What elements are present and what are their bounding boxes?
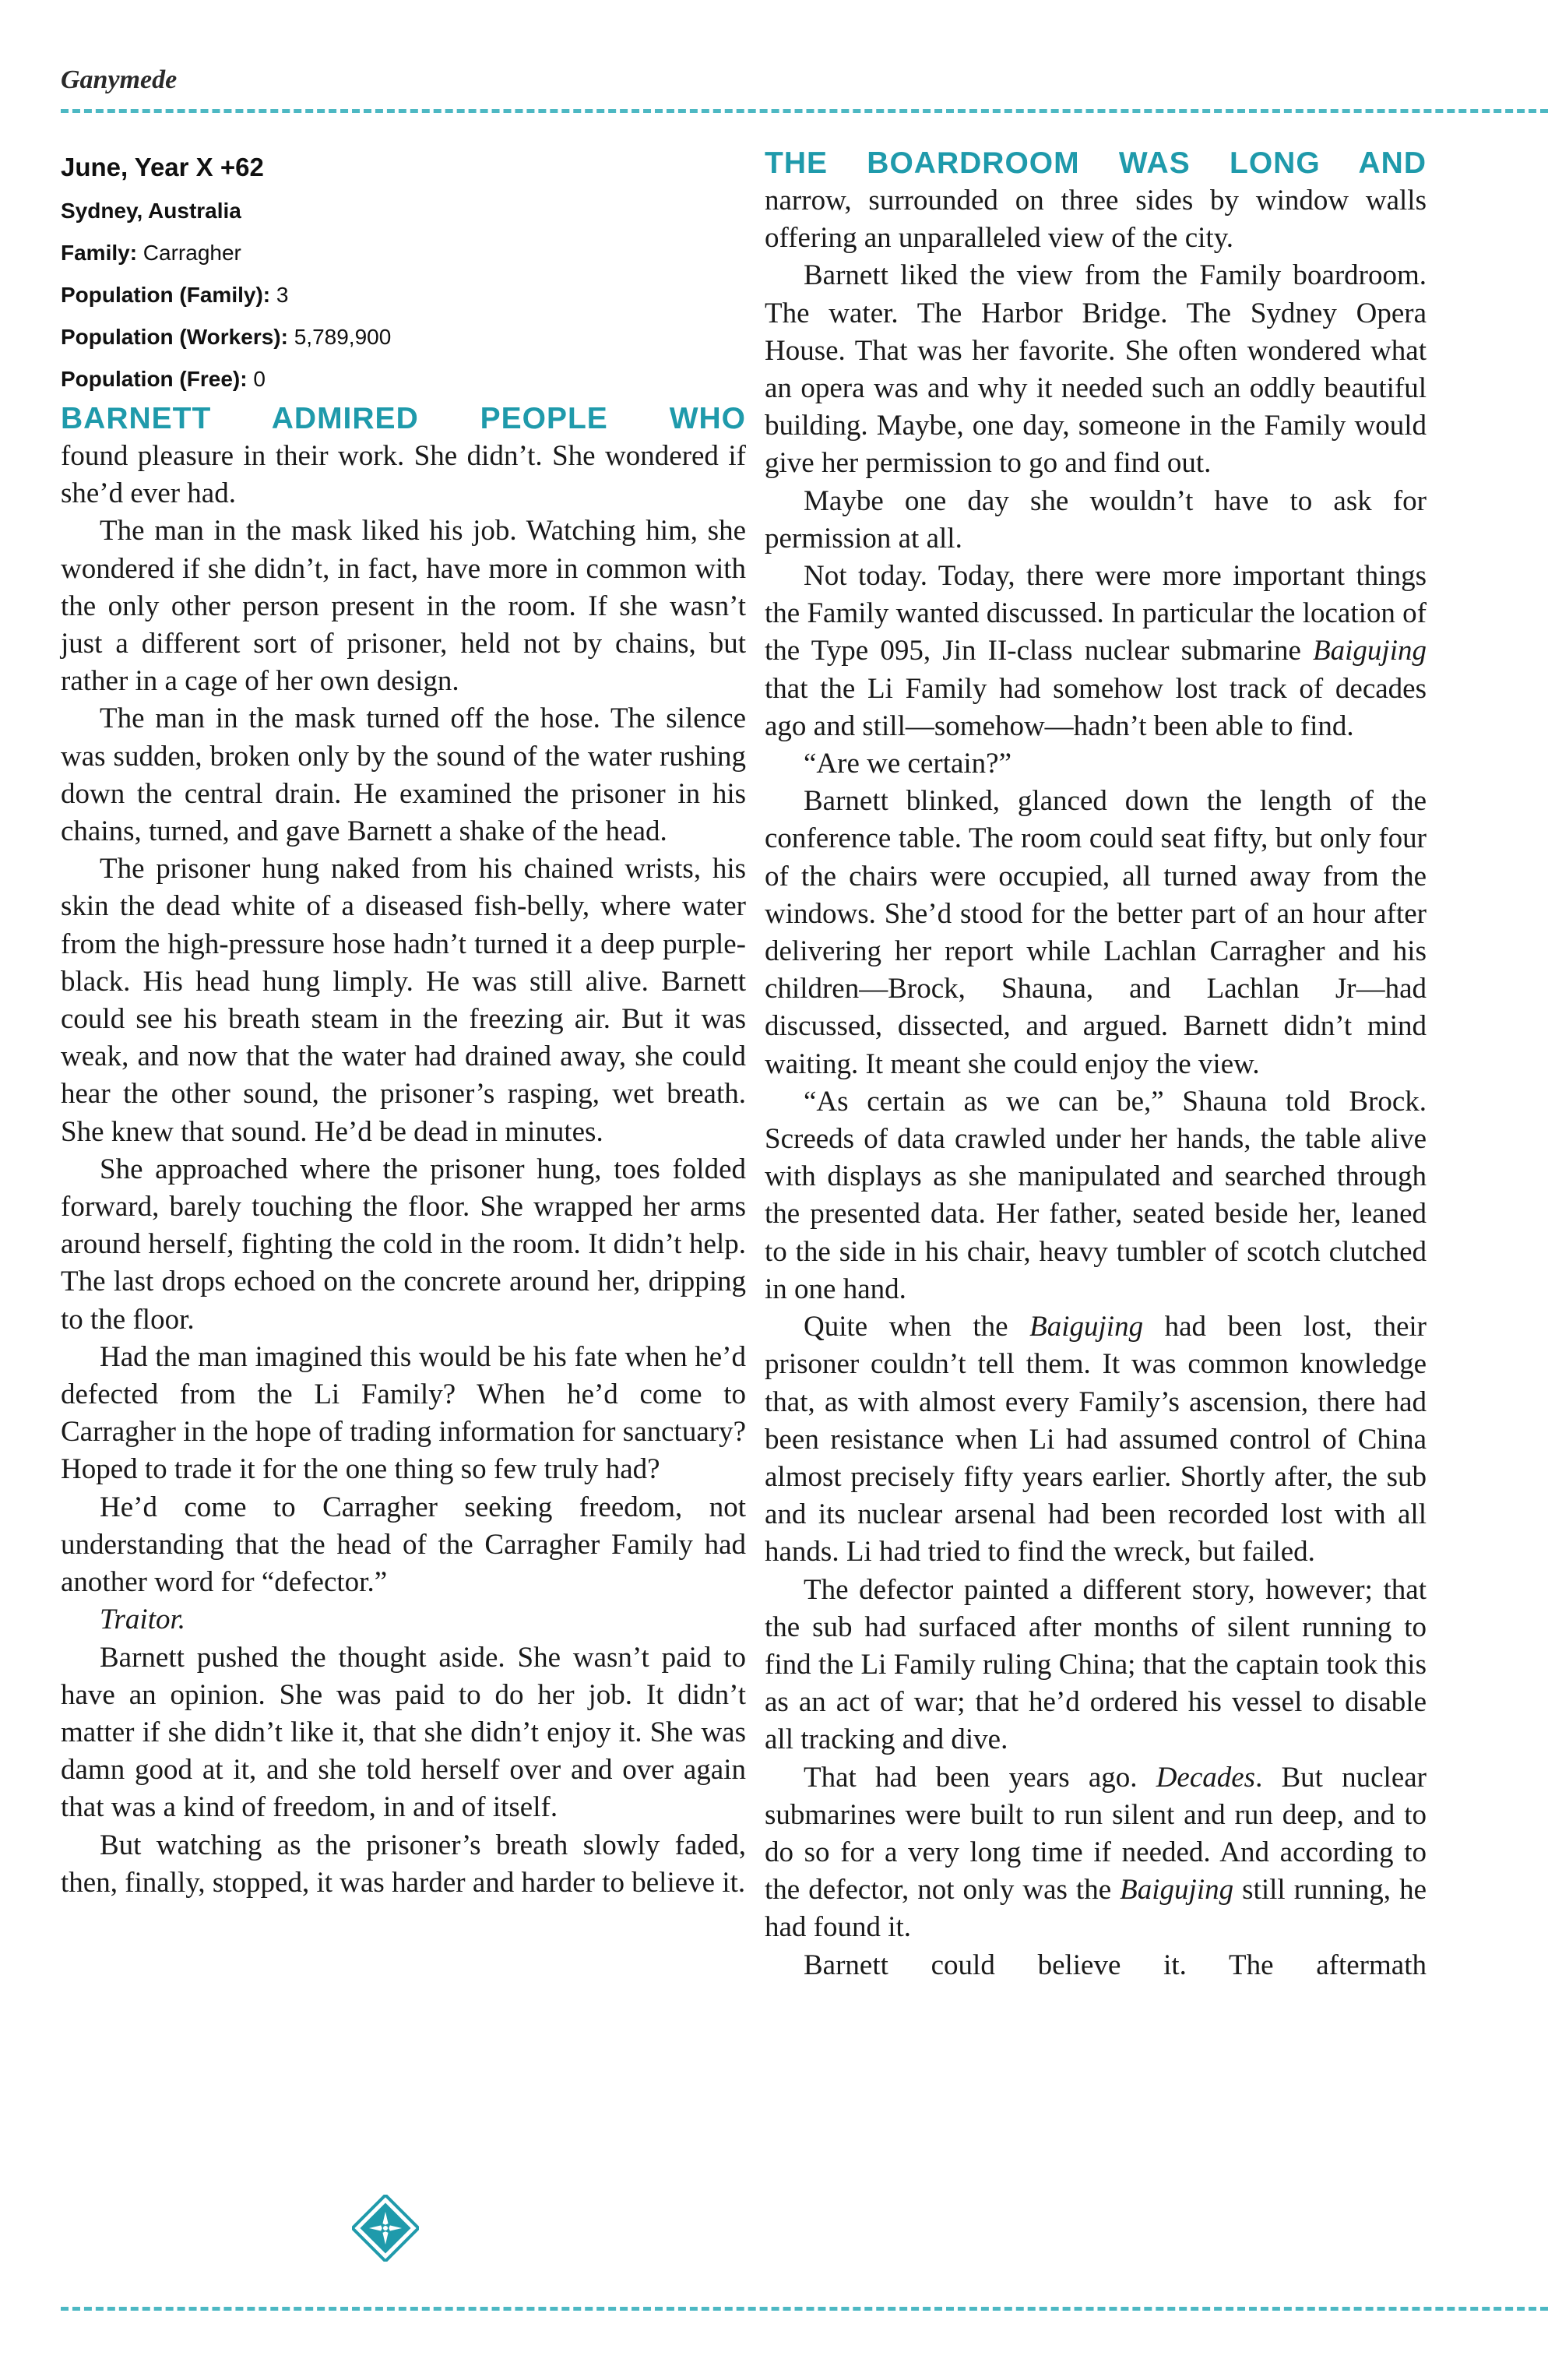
text-run: Quite when the <box>804 1311 1030 1343</box>
paragraph <box>765 1759 1427 1947</box>
bottom-dashed-rule <box>61 2307 1548 2311</box>
meta-location <box>61 190 746 232</box>
meta-pop-family-label: Population (Family): <box>61 283 271 307</box>
meta-family-label: Family: <box>61 241 138 265</box>
text-run: . But nuclear submarines were built to run silent and run deep, and to do so for a very long time if needed. And according to the defector, not only was the <box>765 1761 1427 1906</box>
paragraph: Barnett pushed the thought aside. She wasn’t paid to have an opinion. She was paid to do her job. It didn’t matter if she didn’t like it, that she didn’t enjoy it. She was damn good at it, and she told herself over and over again that was a kind of freedom, in and of itself. <box>61 1641 746 1824</box>
left-body-text <box>61 400 746 1902</box>
compass-emblem-icon <box>352 2195 419 2262</box>
meta-pop-workers-value: 5,789,900 <box>287 325 392 349</box>
meta-family <box>61 232 746 274</box>
right-column <box>765 145 1427 1984</box>
paragraph: She approached where the prisoner hung, toes folded forward, barely touching the floor. She wrapped her arms around herself, fighting the cold in the room. It didn’t help. The last drops echoed on the concrete around her, dripping to the floor. <box>61 1153 746 1336</box>
paragraph: narrow, surrounded on three sides by window walls offering an unparalleled view of the city. <box>765 185 1427 255</box>
emphasis: Decades <box>1156 1761 1256 1794</box>
right-body-text <box>765 145 1427 1984</box>
paragraph: found pleasure in their work. She didn’t. She wondered if she’d ever had. <box>61 440 746 510</box>
meta-pop-family <box>61 274 746 316</box>
paragraph <box>765 558 1427 745</box>
meta-pop-free <box>61 358 746 400</box>
text-run: still running, he had found it. <box>765 1874 1427 1944</box>
text-run: had been lost, their prisoner couldn’t tell them. It was common knowledge that, as with almost every Family’s ascension, there had been resistance when Li had assumed control of China almost precisely fifty years earlier. Shortly after, the sub and its nuclear arsenal had been recorded lost with all hands. Li had tried to find the wreck, but failed. <box>765 1311 1427 1568</box>
section-lead-right: THE BOARDROOM WAS LONG AND <box>765 146 1427 180</box>
paragraph: The defector painted a different story, however; that the sub had surfaced after months of silent running to find the Li Family ruling China; that the captain took this as an act of war; that he’d ordered his vessel to disable all tracking and dive. <box>765 1573 1427 1756</box>
meta-pop-free-label: Population (Free): <box>61 367 248 391</box>
ship-name: Baigujing <box>1313 635 1427 667</box>
paragraph: “Are we certain?” <box>804 748 1012 780</box>
meta-date: June, Year X +62 <box>61 153 264 181</box>
text-run: that the Li Family had somehow lost track of decades ago and still—somehow—hadn’t been able to find. <box>765 672 1427 742</box>
meta-pop-workers-label: Population (Workers): <box>61 325 288 349</box>
paragraph: But watching as the prisoner’s breath slowly faded, then, finally, stopped, it was harder and harder to believe it. <box>61 1829 746 1899</box>
running-head: Ganymede <box>61 65 178 94</box>
paragraph: “As certain as we can be,” Shauna told Brock. Screeds of data crawled under her hands, the table alive with displays as she manipulated and searched through the presented data. Her father, seated beside her, leaned to the side in his chair, heavy tumbler of scotch clutched in one hand. <box>765 1085 1427 1305</box>
paragraph: He’d come to Carragher seeking freedom, not understanding that the head of the Carragher Family had another word for “defector.” <box>61 1491 746 1599</box>
meta-pop-free-value: 0 <box>247 367 266 391</box>
paragraph: Barnett could believe it. The aftermath <box>804 1949 1427 1981</box>
top-dashed-rule <box>61 109 1548 113</box>
section-lead-left: BARNETT ADMIRED PEOPLE WHO <box>61 402 746 435</box>
meta-family-value: Carragher <box>137 241 241 265</box>
meta-pop-family-value: 3 <box>270 283 289 307</box>
paragraph: Maybe one day she wouldn’t have to ask for permission at all. <box>765 484 1427 555</box>
left-column <box>61 145 746 1902</box>
ship-name: Baigujing <box>1029 1311 1144 1343</box>
paragraph: The man in the mask turned off the hose. The silence was sudden, broken only by the sound of the water rushing down the central drain. He examined the prisoner in his chains, turned, and gave Barnett a shake of the head. <box>61 702 746 848</box>
text-run: Not today. Today, there were more important things the Family wanted discussed. In particular the location of the Type 095, Jin II-class nuclear submarine <box>765 560 1427 667</box>
meta-pop-workers <box>61 316 746 358</box>
paragraph: Barnett liked the view from the Family boardroom. The water. The Harbor Bridge. The Sydney Opera House. That was her favorite. She often wondered what an opera was and why it needed such an oddly beautiful building. Maybe, one day, someone in the Family would give her permission to go and find out. <box>765 259 1427 480</box>
paragraph-italic: Traitor. <box>100 1604 186 1636</box>
text-run: That had been years ago. <box>804 1761 1156 1794</box>
meta-location-text: Sydney, Australia <box>61 199 241 223</box>
ship-name: Baigujing <box>1120 1874 1234 1906</box>
paragraph: The man in the mask liked his job. Watching him, she wondered if she didn’t, in fact, have more in common with the only other person present in the room. If she wasn’t just a different sort of prisoner, held not by chains, but rather in a cage of her own design. <box>61 515 746 698</box>
paragraph <box>765 1308 1427 1571</box>
paragraph: Had the man imagined this would be his fate when he’d defected from the Li Family? When he’d come to Carragher in the hope of trading information for sanctuary? Hoped to trade it for the one thing so few truly had? <box>61 1340 746 1486</box>
paragraph: Barnett blinked, glanced down the length of the conference table. The room could seat fifty, but only four of the chairs were occupied, all turned away from the windows. She’d stood for the better part of an hour after delivering her report while Lachlan Carragher and his children—Brock, Shauna, and Lachlan Jr—had discussed, dissected, and argued. Barnett didn’t mind waiting. It meant she could enjoy the view. <box>765 785 1427 1080</box>
paragraph: The prisoner hung naked from his chained wrists, his skin the dead white of a diseased fish-belly, where water from the high-pressure hose hadn’t turned it a deep purple-black. His head hung limply. He was still alive. Barnett could see his breath steam in the freezing air. But it was weak, and now that the water had drained away, she could hear the other sound, the prisoner’s rasping, wet breath. She knew that sound. He’d be dead in minutes. <box>61 853 746 1148</box>
chapter-meta <box>61 145 746 400</box>
